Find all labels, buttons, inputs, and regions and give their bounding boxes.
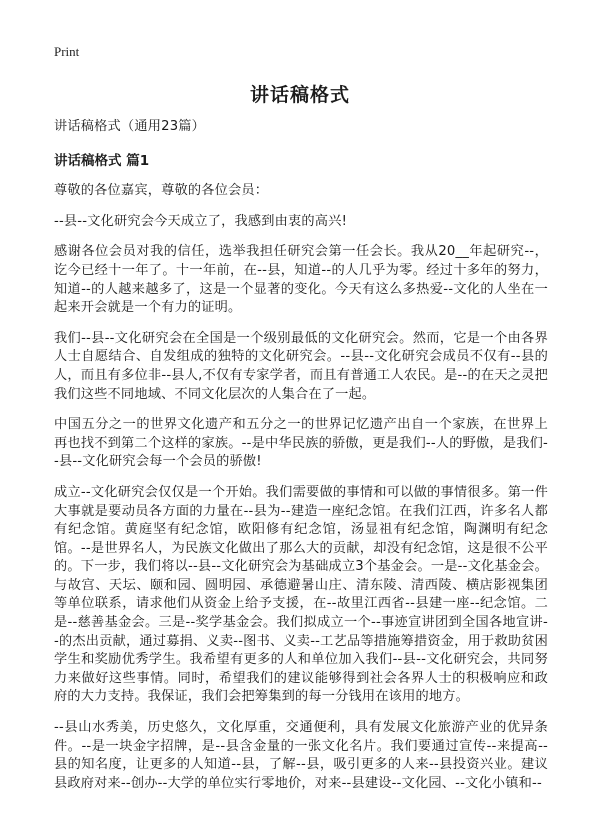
document-subtitle: 讲话稿格式（通用23篇） bbox=[54, 119, 206, 134]
body-paragraph: 我们--县--文化研究会在全国是一个级别最低的文化研究会。然而，它是一个由各界人士自愿结合、自发组成的独特的文化研究会。--县--文化研究会成员不仅有--县的人，而且有多位非--县人,不仅有专家学者，而且有普通工人农民。是--的在天之灵把我们这些不同地域、不同文化层次的人集合在了一起。 bbox=[54, 330, 548, 402]
body-paragraph: 中国五分之一的世界文化遗产和五分之一的世界记忆遗产出自一个家族，在世界上再也找不到第二个这样的家族。--是中华民族的骄傲，更是我们--人的野傲，是我们--县--文化研究会每一个会员的骄傲! bbox=[54, 417, 548, 470]
opening-paragraph: --县--文化研究会今天成立了，我感到由衷的高兴! bbox=[54, 213, 348, 229]
salutation-paragraph: 尊敬的各位嘉宾，尊敬的各位会员： bbox=[54, 183, 269, 199]
document-body bbox=[54, 118, 548, 805]
print-link[interactable]: Print bbox=[54, 44, 80, 59]
body-paragraph: 成立--文化研究会仅仅是一个开始。我们需要做的事情和可以做的事情很多。第一件大事就是要动员各方面的力量在--县为--建造一座纪念馆。在我们江西，许多名人都有纪念馆。黄庭坚有纪念馆，欧阳修有纪念馆，汤显祖有纪念馆，陶渊明有纪念馆。--是世界名人，为民族文化做出了那么大的贡献，却没有纪念馆，这是很不公平的。下一步，我们将以--县--文化研究会为基础成立3个基金会。一是--文化基金会。与故宫、天坛、颐和园、圆明园、承德避暑山庄、清东陵、清西陵、横店影视集团等单位联系，请求他们从资金上给予支援，在--故里江西省--县建一座--纪念馆。二是--慈善基金会。三是--奖学基金会。我们拟成立一个--事迹宣讲团到全国各地宣讲--的杰出贡献，通过募捐、义卖--图书、义卖--工艺品等措施筹措资金，用于救助贫困学生和奖励优秀学生。我希望有更多的人和单位加入我们--县--文化研究会，共同努力来做好这些事情。同时，希望我们的建议能够得到社会各界人士的积极响应和政府的大力支持。我保证，我们会把筹集到的每一分钱用在该用的地方。 bbox=[54, 484, 548, 705]
document-title: 讲话稿格式 bbox=[249, 84, 350, 106]
section-heading: 讲话稿格式 篇1 bbox=[54, 152, 150, 169]
body-paragraph: 感谢各位会员对我的信任，选举我担任研究会第一任会长。我从20__年起研究--，讫今已经十一年了。十一年前，在--县，知道--的人几乎为零。经过十多年的努力，知道--的人越来越多了，这是一个显著的变化。今天有这么多热爱--文化的人坐在一起来开会就是一个有力的证明。 bbox=[54, 244, 548, 316]
body-paragraph: --县山水秀美，历史悠久，文化厚重，交通便利，具有发展文化旅游产业的优异条件。--是一块金字招牌，是--县含金量的一张文化名片。我们要通过宣传--来提高--县的知名度，让更多的人知道--县，了解--县，吸引更多的人来--县投资兴业。建议县政府对来--创办--大学的单位实行零地价，对来--县建设--文化园、--文化小镇和-- bbox=[54, 720, 548, 791]
